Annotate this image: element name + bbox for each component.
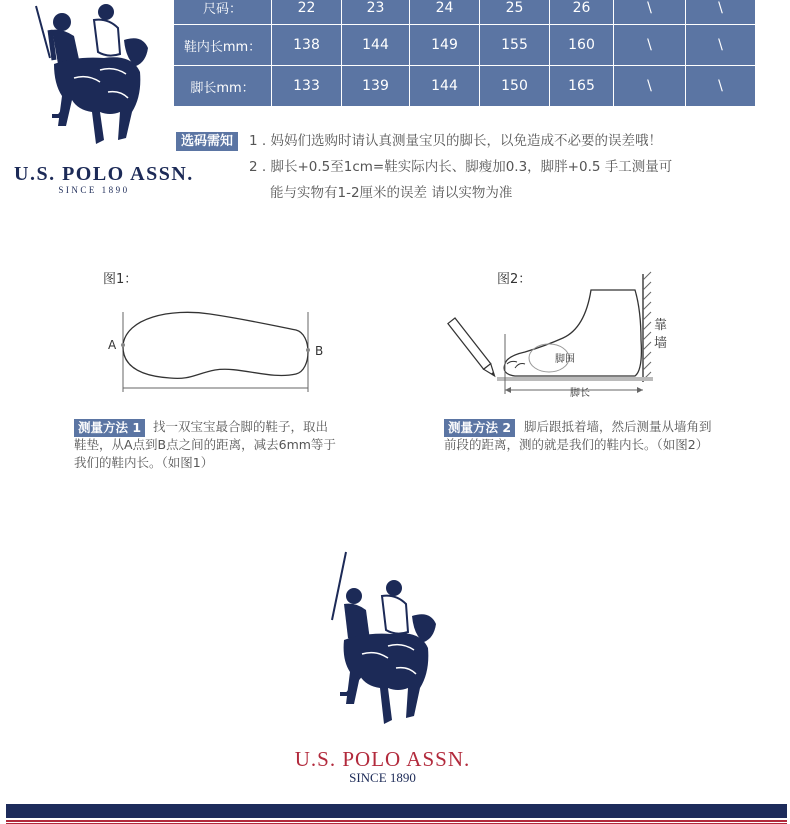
foot-length-label: 脚长	[570, 388, 590, 399]
table-cell: 24	[410, 0, 480, 25]
table-cell: 155	[480, 25, 550, 66]
table-row	[174, 25, 756, 66]
table-cell: \	[686, 0, 756, 25]
note-line-2: 2 . 脚长+0.5至1cm=鞋实际内长、脚瘦加0.3，脚胖+0.5 手工测量可	[249, 159, 673, 175]
wall-label-1: 靠	[654, 318, 668, 333]
table-cell: \	[614, 0, 686, 25]
brand-name-bottom: U.S. POLO ASSN.	[294, 747, 471, 771]
footer-navy-bar	[6, 804, 787, 818]
table-row	[174, 0, 756, 25]
method2-text-1: 脚后跟抵着墙，然后测量从墙角到	[524, 419, 712, 434]
figure1-label: 图1：	[103, 272, 138, 287]
brand-since-bottom: SINCE 1890	[349, 770, 416, 785]
brand-name-top: U.S. POLO ASSN.	[14, 163, 194, 185]
table-cell: 23	[342, 0, 410, 25]
table-cell: 138	[272, 25, 342, 66]
wall-label-2: 墙	[654, 336, 668, 351]
foot-measure-diagram	[445, 270, 668, 400]
brand-since-top: SINCE 1890	[58, 185, 130, 195]
table-cell: 25	[480, 0, 550, 25]
notes-tag: 选码需知	[176, 132, 238, 151]
note-line-1: 1 . 妈妈们选购时请认真测量宝贝的脚长，以免造成不必要的误差哦！	[249, 133, 662, 149]
note-line-3: 能与实物有1-2厘米的误差 请以实物为准	[270, 185, 513, 201]
table-cell: 144	[342, 25, 410, 66]
table-cell: \	[614, 25, 686, 66]
insole-diagram	[100, 300, 330, 400]
table-cell: 150	[480, 66, 550, 107]
table-cell: 165	[550, 66, 614, 107]
table-cell: 149	[410, 25, 480, 66]
method2-tag: 测量方法 2	[444, 419, 515, 437]
table-cell: 144	[410, 66, 480, 107]
table-row	[174, 66, 756, 107]
method1-text-3: 我们的鞋内长。（如图1）	[74, 455, 214, 470]
size-table	[173, 0, 756, 107]
table-cell: 133	[272, 66, 342, 107]
row-header-shoe-length: 鞋内长mm：	[174, 25, 272, 66]
method2-text-2: 前段的距离，测的就是我们的鞋内长。（如图2）	[444, 437, 709, 452]
point-b-label: B	[315, 344, 324, 358]
table-cell: \	[686, 25, 756, 66]
footer-red-stripe	[6, 820, 787, 822]
toe-label: 脚围	[555, 354, 575, 365]
table-cell: 26	[550, 0, 614, 25]
method1-tag: 测量方法 1	[74, 419, 145, 437]
method1-text-1: 找一双宝宝最合脚的鞋子，取出	[153, 419, 329, 434]
table-cell: 22	[272, 0, 342, 25]
method1-text-2: 鞋垫，从A点到B点之间的距离，减去6mm等于	[74, 437, 336, 452]
table-cell: 160	[550, 25, 614, 66]
table-cell: \	[686, 66, 756, 107]
polo-player-logo-bottom	[320, 548, 444, 740]
row-header-foot-length: 脚长mm：	[174, 66, 272, 107]
figure2-label: 图2：	[497, 272, 532, 287]
table-cell: \	[614, 66, 686, 107]
row-header-size: 尺码：	[174, 0, 272, 25]
point-a-label: A	[108, 338, 117, 352]
table-cell: 139	[342, 66, 410, 107]
